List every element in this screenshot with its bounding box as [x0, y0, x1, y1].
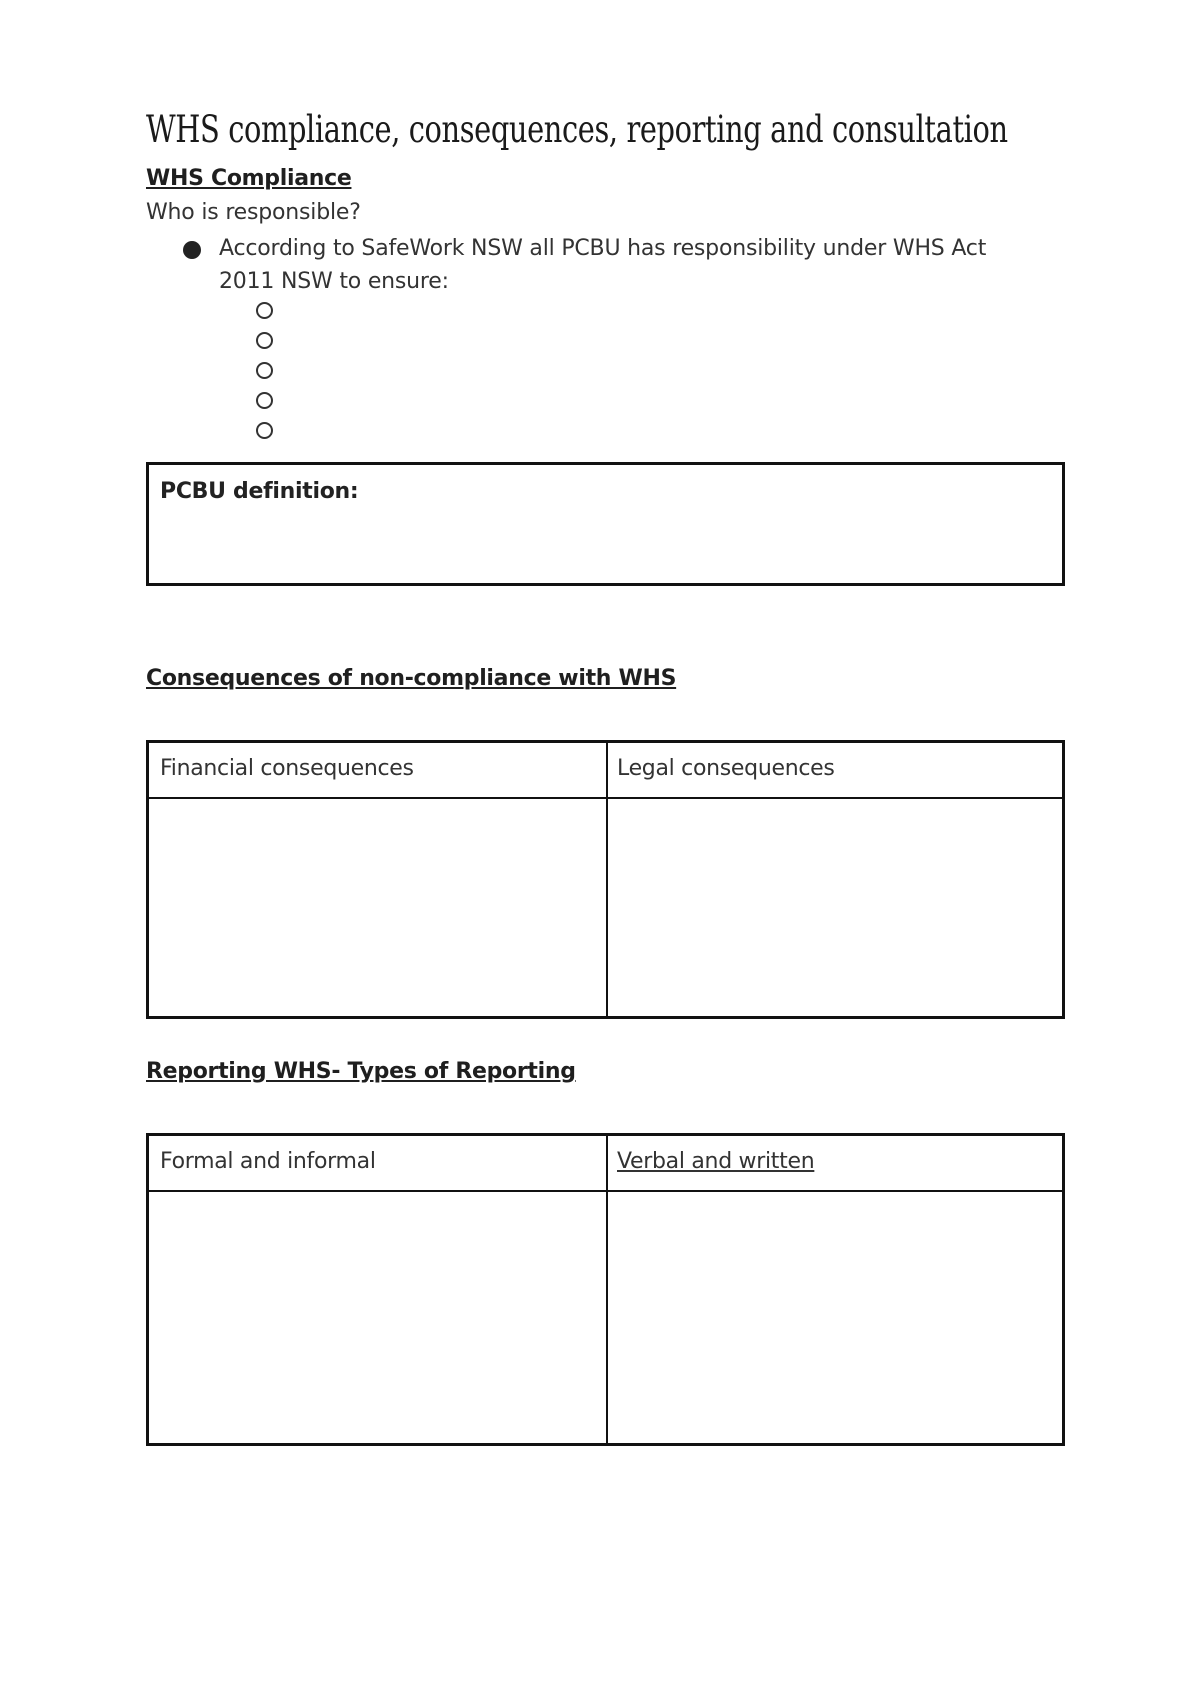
sub-bullet-list [256, 302, 273, 452]
hollow-circle-icon [256, 422, 273, 439]
pcbu-definition-box[interactable] [146, 462, 1065, 586]
reporting-table [146, 1133, 1065, 1446]
bullet-text: According to SafeWork NSW all PCBU has responsibility under WHS Act 2011 NSW to ensure: [219, 236, 987, 294]
financial-consequences-header: Financial consequences [160, 756, 414, 781]
formal-informal-header: Formal and informal [160, 1149, 376, 1174]
consequences-table [146, 740, 1065, 1019]
section-heading-reporting: Reporting WHS- Types of Reporting [146, 1059, 576, 1084]
verbal-written-cell[interactable] [608, 1192, 1062, 1443]
financial-consequences-cell[interactable] [149, 799, 606, 1016]
definition-label: PCBU definition: [160, 479, 359, 504]
question-text: Who is responsible? [146, 200, 361, 225]
hollow-circle-icon [256, 362, 273, 379]
legal-consequences-cell[interactable] [608, 799, 1062, 1016]
section-heading-compliance: WHS Compliance [146, 166, 352, 191]
hollow-circle-icon [256, 392, 273, 409]
hollow-circle-icon [256, 302, 273, 319]
page-title: WHS compliance, consequences, reporting and consultation [146, 108, 1008, 151]
legal-consequences-header: Legal consequences [617, 756, 835, 781]
hollow-circle-icon [256, 332, 273, 349]
bullet-item [183, 232, 1043, 298]
section-heading-consequences: Consequences of non-compliance with WHS [146, 666, 677, 691]
formal-informal-cell[interactable] [149, 1192, 606, 1443]
bullet-dot-icon [183, 241, 201, 259]
verbal-written-header: Verbal and written [617, 1149, 815, 1174]
